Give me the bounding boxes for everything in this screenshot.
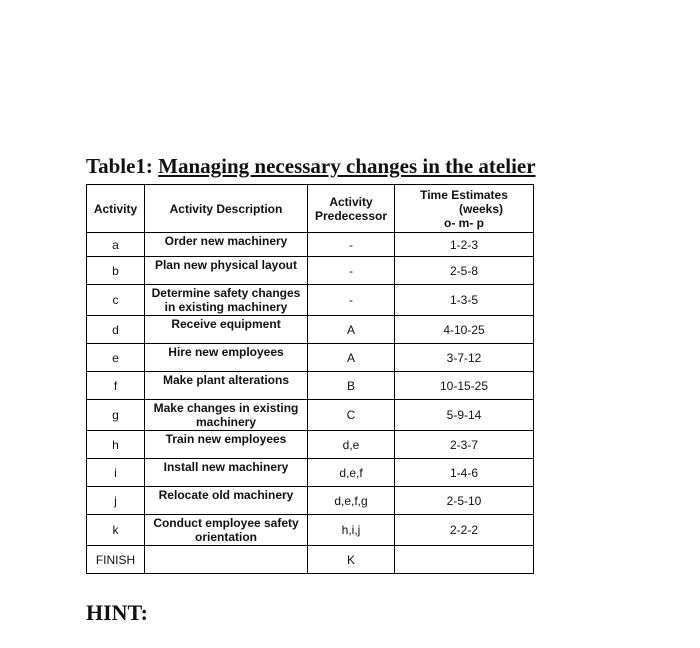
table-title-text: Managing necessary changes in the atelier [158, 154, 536, 178]
cell-predecessor: - [308, 233, 395, 257]
cell-predecessor: h,i,j [308, 515, 395, 546]
cell-activity: d [87, 316, 145, 344]
header-predecessor [308, 185, 395, 233]
cell-time: 2-5-10 [395, 487, 534, 515]
cell-time: 4-10-25 [395, 316, 534, 344]
cell-activity: f [87, 372, 145, 400]
cell-time: 2-3-7 [395, 431, 534, 459]
cell-predecessor: d,e,f,g [308, 487, 395, 515]
header-time-estimates [395, 185, 534, 233]
cell-description: Train new employees [145, 431, 308, 459]
cell-description: Order new machinery [145, 233, 308, 257]
table-row [87, 400, 534, 431]
header-predecessor-line2: Predecessor [314, 208, 388, 223]
cell-predecessor: C [308, 400, 395, 431]
table-title-prefix: Table1: [86, 154, 159, 178]
table-row [87, 546, 534, 574]
cell-activity: j [87, 487, 145, 515]
cell-time: 5-9-14 [395, 400, 534, 431]
table-row [87, 515, 534, 546]
cell-description: Plan new physical layout [145, 257, 308, 285]
cell-description: Relocate old machinery [145, 487, 308, 515]
table-row [87, 344, 534, 372]
activity-table [86, 184, 534, 574]
cell-predecessor: - [308, 285, 395, 316]
cell-activity: k [87, 515, 145, 546]
cell-description: Receive equipment [145, 316, 308, 344]
cell-description [145, 546, 308, 574]
cell-time: 2-5-8 [395, 257, 534, 285]
table-row [87, 233, 534, 257]
table-row [87, 285, 534, 316]
cell-time: 10-15-25 [395, 372, 534, 400]
header-activity: Activity [87, 185, 145, 233]
cell-description: Install new machinery [145, 459, 308, 487]
table-row [87, 487, 534, 515]
cell-time: 1-2-3 [395, 233, 534, 257]
cell-predecessor: d,e,f [308, 459, 395, 487]
cell-description: Conduct employee safety orientation [145, 515, 308, 546]
cell-predecessor: A [308, 316, 395, 344]
cell-activity: c [87, 285, 145, 316]
header-predecessor-line1: Activity [329, 194, 373, 209]
table-row [87, 316, 534, 344]
table-row [87, 459, 534, 487]
cell-predecessor: K [308, 546, 395, 574]
cell-description: Make changes in existing machinery [145, 400, 308, 431]
cell-predecessor: - [308, 257, 395, 285]
cell-predecessor: d,e [308, 431, 395, 459]
table-header-row [87, 185, 534, 233]
cell-activity: b [87, 257, 145, 285]
hint-heading: HINT: [86, 600, 148, 625]
table-title [86, 154, 536, 179]
cell-activity: g [87, 400, 145, 431]
cell-activity: i [87, 459, 145, 487]
cell-time: 3-7-12 [395, 344, 534, 372]
cell-predecessor: A [308, 344, 395, 372]
table-row [87, 431, 534, 459]
cell-activity: a [87, 233, 145, 257]
header-time-line1: Time Estimates [420, 187, 508, 202]
cell-description: Hire new employees [145, 344, 308, 372]
header-time-line3: o- m- p [444, 215, 484, 230]
cell-time: 1-4-6 [395, 459, 534, 487]
cell-activity: e [87, 344, 145, 372]
cell-time: 1-3-5 [395, 285, 534, 316]
cell-activity: FINISH [87, 546, 145, 574]
cell-description: Make plant alterations [145, 372, 308, 400]
header-description: Activity Description [145, 185, 308, 233]
cell-description: Determine safety changes in existing machinery [145, 285, 308, 316]
header-time-line2: (weeks) [458, 201, 504, 216]
cell-time [395, 546, 534, 574]
cell-activity: h [87, 431, 145, 459]
cell-time: 2-2-2 [395, 515, 534, 546]
cell-predecessor: B [308, 372, 395, 400]
table-row [87, 372, 534, 400]
table-row [87, 257, 534, 285]
